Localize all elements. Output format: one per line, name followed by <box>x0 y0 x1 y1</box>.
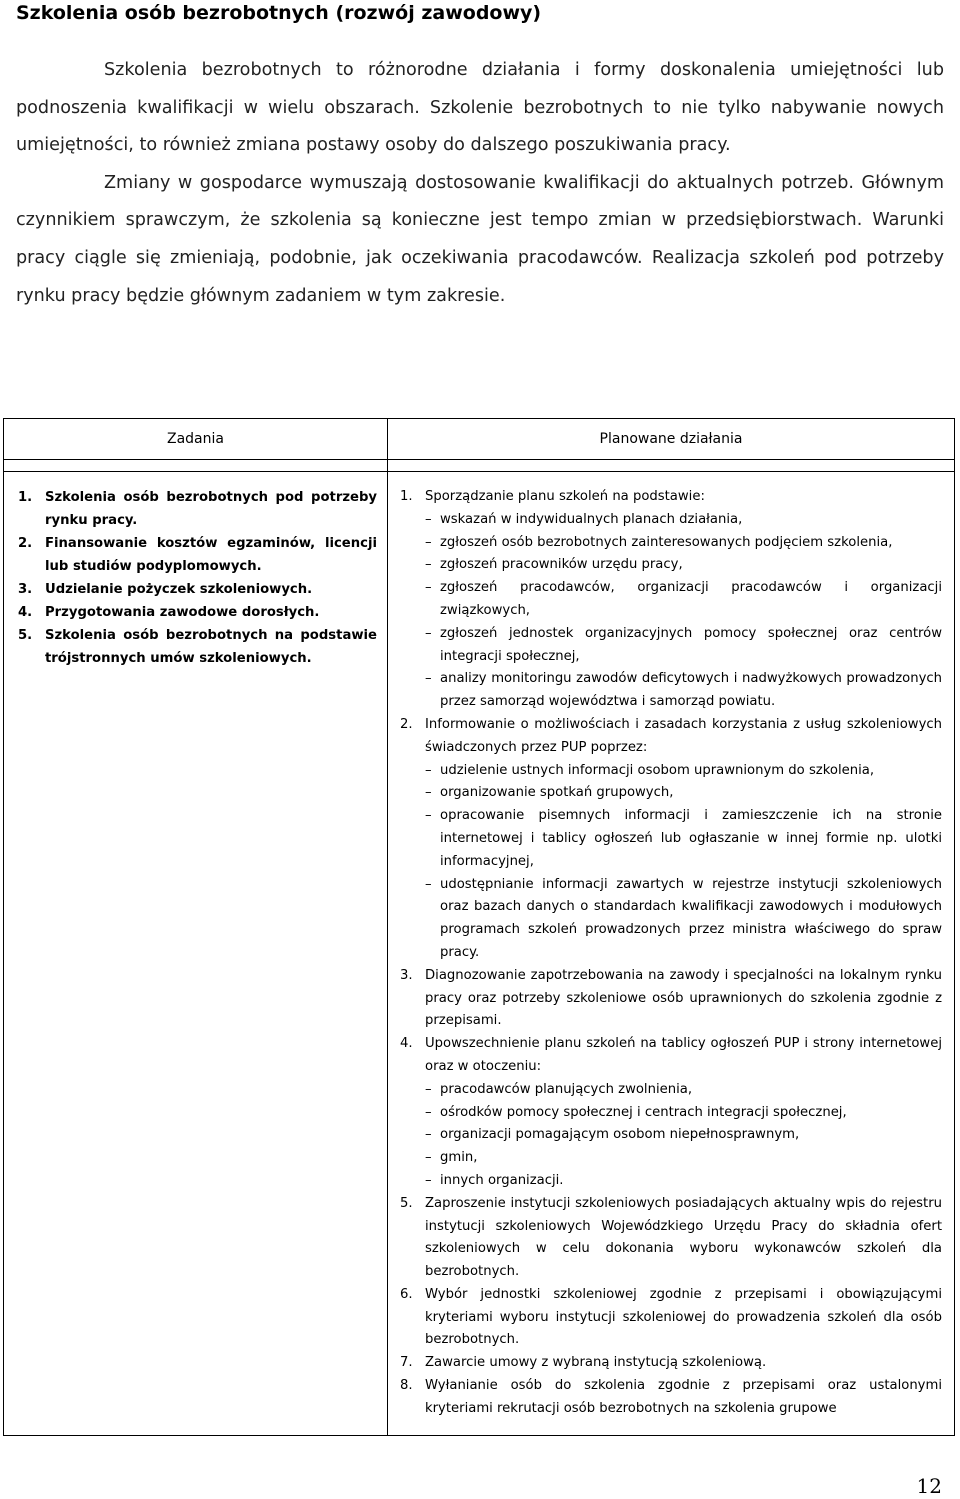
page-number: 12 <box>916 1474 942 1498</box>
table-header-row <box>4 419 955 460</box>
plan-table <box>3 418 955 1436</box>
task-item <box>18 532 377 578</box>
action-body <box>425 965 942 1033</box>
subitem-text: zgłoszeń osób bezrobotnych zainteresowanych podjęciem szkolenia, <box>440 534 893 550</box>
subitem-text: wskazań w indywidualnych planach działania, <box>440 511 743 527</box>
task-number: 3. <box>18 582 33 597</box>
intro-paragraph: Szkolenia bezrobotnych to różnorodne działania i formy doskonalenia umiejętności lub podnoszenia kwalifikacji w wielu obszarach. Szkolenie bezrobotnych to nie tylko nabywanie nowych umiejętności, to również zmiana postawy osoby do dalszego poszukiwania pracy. <box>16 60 944 156</box>
action-text: Zaproszenie instytucji szkoleniowych posiadających aktualny wpis do rejestru instytucji szkoleniowych Wojewódzkiego Urzędu Pracy do składnia ofert szkoleniowych w celu dokonania wyboru wykonawców szkoleń dla bezrobotnych. <box>425 1195 942 1280</box>
task-number: 4. <box>18 605 33 620</box>
subitem-text: udostępnianie informacji zawartych w rejestrze instytucji szkoleniowych oraz bazach danych o standardach kwalifikacji zawodowych i modułowych programach szkoleń prowadzonych przez ministra właściwego do spraw pracy. <box>440 876 942 960</box>
action-text: Upowszechnienie planu szkoleń na tablicy ogłoszeń PUP i strony internetowej oraz w otoczeniu: <box>425 1036 942 1074</box>
dash-bullet: – <box>425 534 432 550</box>
task-item <box>18 486 377 532</box>
dash-bullet: – <box>425 671 432 687</box>
task-text: Przygotowania zawodowe dorosłych. <box>45 605 320 620</box>
action-subitems <box>425 1079 942 1193</box>
header-actions: Planowane działania <box>388 419 955 460</box>
subitem <box>425 874 942 965</box>
action-number: 8. <box>400 1378 413 1394</box>
action-number: 5. <box>400 1195 413 1211</box>
subitem-text: zgłoszeń jednostek organizacyjnych pomocy społecznej oraz centrów integracji społecznej, <box>440 625 942 664</box>
dash-bullet: – <box>425 1127 432 1143</box>
task-text: Szkolenia osób bezrobotnych pod potrzeby rynku pracy. <box>45 490 377 528</box>
dash-bullet: – <box>425 1104 432 1120</box>
action-number: 4. <box>400 1036 413 1052</box>
page-title: Szkolenia osób bezrobotnych (rozwój zawodowy) <box>16 2 542 24</box>
subitem-text: zgłoszeń pracodawców, organizacji pracodawców i organizacji związkowych, <box>440 580 942 618</box>
dash-bullet: – <box>425 1150 432 1166</box>
subitem-text: innych organizacji. <box>440 1172 564 1188</box>
task-text: Udzielanie pożyczek szkoleniowych. <box>45 582 313 597</box>
subitem <box>425 782 942 805</box>
action-body <box>425 486 942 714</box>
action-number: 6. <box>400 1286 413 1302</box>
action-body <box>425 1352 942 1375</box>
action-item <box>400 714 942 965</box>
dash-bullet: – <box>425 808 432 824</box>
action-subitems <box>425 509 942 714</box>
intro-paragraph: Zmiany w gospodarce wymuszają dostosowanie kwalifikacji do aktualnych potrzeb. Głównym czynnikiem sprawczym, że szkolenia są konieczne jest tempo zmian w przedsiębiorstwach. Warunki pracy ciągle się zmieniają, podobnie, jak oczekiwania pracodawców. Realizacja szkoleń pod potrzeby rynku pracy będzie głównym zadaniem w tym zakresie. <box>16 172 944 306</box>
subitem <box>425 760 942 783</box>
subitem-text: organizacji pomagającym osobom niepełnosprawnym, <box>440 1127 800 1143</box>
spacer-row <box>4 460 955 472</box>
subitem <box>425 1102 942 1125</box>
tasks-cell <box>4 472 388 1436</box>
subitem-text: zgłoszeń pracowników urzędu pracy, <box>440 557 683 573</box>
dash-bullet: – <box>425 876 432 892</box>
action-body <box>425 1284 942 1352</box>
subitem <box>425 532 942 555</box>
action-body <box>425 1033 942 1193</box>
subitem <box>425 554 942 577</box>
action-body <box>425 1193 942 1284</box>
action-item <box>400 1193 942 1284</box>
tasks-list <box>4 472 387 670</box>
action-item <box>400 1352 942 1375</box>
action-item <box>400 1375 942 1421</box>
action-body <box>425 714 942 965</box>
action-text: Wyłanianie osób do szkolenia zgodnie z przepisami oraz ustalonymi kryteriami rekrutacji osób bezrobotnych na szkolenia grupowe <box>425 1378 942 1416</box>
action-item <box>400 1284 942 1352</box>
action-text: Diagnozowanie zapotrzebowania na zawody i specjalności na lokalnym rynku pracy oraz potrzeby szkoleniowe osób uprawnionych do szkolenia zgodnie z przepisami. <box>425 967 942 1029</box>
subitem <box>425 805 942 873</box>
task-text: Szkolenia osób bezrobotnych na podstawie trójstronnych umów szkoleniowych. <box>45 628 377 666</box>
subitem-text: pracodawców planujących zwolnienia, <box>440 1081 693 1097</box>
task-number: 1. <box>18 490 33 505</box>
dash-bullet: – <box>425 762 432 778</box>
subitem-text: udzielenie ustnych informacji osobom uprawnionym do szkolenia, <box>440 762 875 778</box>
action-number: 7. <box>400 1355 413 1371</box>
subitem <box>425 1170 942 1193</box>
task-item <box>18 578 377 601</box>
subitem <box>425 1124 942 1147</box>
dash-bullet: – <box>425 785 432 801</box>
actions-list <box>388 472 954 1421</box>
action-text: Zawarcie umowy z wybraną instytucją szkoleniową. <box>425 1355 767 1371</box>
subitem <box>425 509 942 532</box>
subitem <box>425 1147 942 1170</box>
dash-bullet: – <box>425 557 432 573</box>
subitem-text: ośrodków pomocy społecznej i centrach integracji społecznej, <box>440 1104 847 1120</box>
dash-bullet: – <box>425 1172 432 1188</box>
action-text: Informowanie o możliwościach i zasadach korzystania z usług szkoleniowych świadczonych przez PUP poprzez: <box>425 716 942 755</box>
table-body-row <box>4 472 955 1436</box>
action-body <box>425 1375 942 1421</box>
subitem <box>425 577 942 623</box>
subitem-text: organizowanie spotkań grupowych, <box>440 785 674 801</box>
action-text: Wybór jednostki szkoleniowej zgodnie z przepisami i obowiązującymi kryteriami wyboru instytucji szkoleniowej do prowadzenia szkoleń dla osób bezrobotnych. <box>425 1286 942 1348</box>
task-text: Finansowanie kosztów egzaminów, licencji lub studiów podyplomowych. <box>45 536 377 574</box>
subitem <box>425 1079 942 1102</box>
dash-bullet: – <box>425 1081 432 1097</box>
subitem-text: opracowanie pisemnych informacji i zamieszczenie ich na stronie internetowej i tablicy ogłoszeń lub ogłaszanie w innej formie np. ulotki informacyjnej, <box>440 808 942 869</box>
task-number: 2. <box>18 536 33 551</box>
task-item <box>18 624 377 670</box>
action-subitems <box>425 760 942 965</box>
subitem <box>425 623 942 669</box>
action-number: 1. <box>400 489 413 504</box>
action-item <box>400 965 942 1033</box>
intro-text <box>16 52 944 315</box>
dash-bullet: – <box>425 511 432 527</box>
subitem-text: analizy monitoringu zawodów deficytowych i nadwyżkowych prowadzonych przez samorząd województwa i samorząd powiatu. <box>440 671 942 710</box>
actions-cell <box>388 472 955 1436</box>
subitem <box>425 668 942 714</box>
task-number: 5. <box>18 628 33 643</box>
action-item <box>400 1033 942 1193</box>
header-tasks: Zadania <box>4 419 388 460</box>
action-number: 3. <box>400 967 413 983</box>
subitem-text: gmin, <box>440 1150 478 1166</box>
action-number: 2. <box>400 716 413 732</box>
action-item <box>400 486 942 714</box>
dash-bullet: – <box>425 625 432 641</box>
action-text: Sporządzanie planu szkoleń na podstawie: <box>425 489 705 504</box>
task-item <box>18 601 377 624</box>
dash-bullet: – <box>425 580 432 596</box>
